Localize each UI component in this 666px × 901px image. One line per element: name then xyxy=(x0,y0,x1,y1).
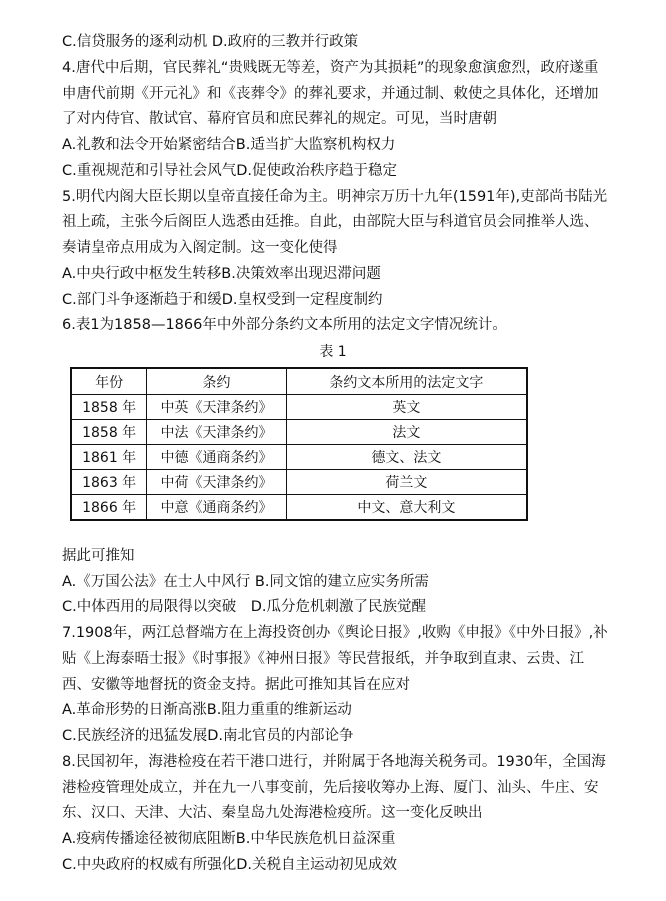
header-treaty: 条约 xyxy=(147,368,286,395)
table-row xyxy=(71,445,527,470)
table-caption: 表 1 xyxy=(319,344,347,360)
text-line: 东、汉口、天津、大沽、秦皇岛九处海港检疫所。这一变化反映出 xyxy=(62,805,483,821)
table-row xyxy=(71,395,527,420)
text-line: C.重视规范和引导社会风气D.促使政治秩序趋于稳定 xyxy=(62,163,398,179)
text-line: C.民族经济的迅猛发展D.南北官员的内部论争 xyxy=(62,728,354,744)
cell-treaty: 中英《天津条约》 xyxy=(147,395,286,420)
text-line: A.革命形势的日渐高涨B.阻力重重的维新运动 xyxy=(62,702,352,718)
text-line: 据此可推知 xyxy=(62,548,135,564)
cell-treaty: 中法《天津条约》 xyxy=(147,420,286,445)
cell-language: 荷兰文 xyxy=(286,470,527,495)
text-line: C.部门斗争逐渐趋于和缓D.皇权受到一定程度制约 xyxy=(62,292,383,308)
header-language: 条约文本所用的法定文字 xyxy=(286,368,527,395)
table-row xyxy=(71,495,527,521)
text-line: A.中央行政中枢发生转移B.决策效率出现迟滞问题 xyxy=(62,266,381,282)
table-row xyxy=(71,420,527,445)
text-line: 申唐代前期《开元礼》和《丧葬令》的葬礼要求，并通过制、敕使之具体化，还增加 xyxy=(62,86,599,102)
text-line: C.中体西用的局限得以突破 D.瓜分危机刺激了民族觉醒 xyxy=(62,599,427,615)
text-line: 西、安徽等地督抚的资金支持。据此可推知其旨在应对 xyxy=(62,677,410,693)
text-line: A.疫病传播途径被彻底阻断B.中华民族危机日益深重 xyxy=(62,831,396,847)
cell-language: 法文 xyxy=(286,420,527,445)
cell-language: 德文、法文 xyxy=(286,445,527,470)
text-line: 了对内侍官、散试官、幕府官员和庶民葬礼的规定。可见，当时唐朝 xyxy=(62,111,497,127)
cell-treaty: 中荷《天津条约》 xyxy=(147,470,286,495)
cell-year: 1866 年 xyxy=(71,495,147,521)
cell-year: 1863 年 xyxy=(71,470,147,495)
text-line: 贴《上海泰晤士报》《时事报》《神州日报》等民营报纸，并争取到直隶、云贵、江 xyxy=(62,651,584,667)
text-line: C.中央政府的权威有所强化D.关税自主运动初见成效 xyxy=(62,857,398,873)
text-line: 5.明代内阁大臣长期以皇帝直接任命为主。明神宗万历十九年(1591年),吏部尚书陆光 xyxy=(62,189,608,205)
cell-treaty: 中德《通商条约》 xyxy=(147,445,286,470)
cell-language: 英文 xyxy=(286,395,527,420)
text-line: A.《万国公法》在士人中风行 B.同文馆的建立应实务所需 xyxy=(62,574,429,590)
cell-treaty: 中意《通商条约》 xyxy=(147,495,286,521)
text-line: 港检疫管理处成立，并在九一八事变前，先后接收筹办上海、厦门、汕头、牛庄、安 xyxy=(62,780,599,796)
text-line: 6.表1为1858—1866年中外部分条约文本所用的法定文字情况统计。 xyxy=(62,317,507,333)
text-line: C.信贷服务的逐利动机 D.政府的三教并行政策 xyxy=(62,34,359,50)
cell-year: 1858 年 xyxy=(71,420,147,445)
table-header-row xyxy=(71,368,527,395)
text-line: 4.唐代中后期，官民葬礼“贵贱既无等差，资产为其损耗”的现象愈演愈烈，政府遂重 xyxy=(62,60,599,76)
table-row xyxy=(71,470,527,495)
treaty-language-table xyxy=(70,367,528,521)
cell-language: 中文、意大利文 xyxy=(286,495,527,521)
text-line: 7.1908年，两江总督端方在上海投资创办《舆论日报》,收购《申报》《中外日报》,补 xyxy=(62,625,608,641)
text-line: A.礼教和法令开始紧密结合B.适当扩大监察机构权力 xyxy=(62,137,396,153)
text-line: 奏请皇帝点用成为入阁定制。这一变化使得 xyxy=(62,240,338,256)
text-line: 祖上疏，主张今后阁臣人选悉由廷推。自此，由部院大臣与科道官员会同推举人选、 xyxy=(62,214,599,230)
header-year: 年份 xyxy=(71,368,147,395)
cell-year: 1861 年 xyxy=(71,445,147,470)
cell-year: 1858 年 xyxy=(71,395,147,420)
text-line: 8.民国初年，海港检疫在若干港口进行，并附属于各地海关税务司。1930年，全国海 xyxy=(62,754,606,770)
